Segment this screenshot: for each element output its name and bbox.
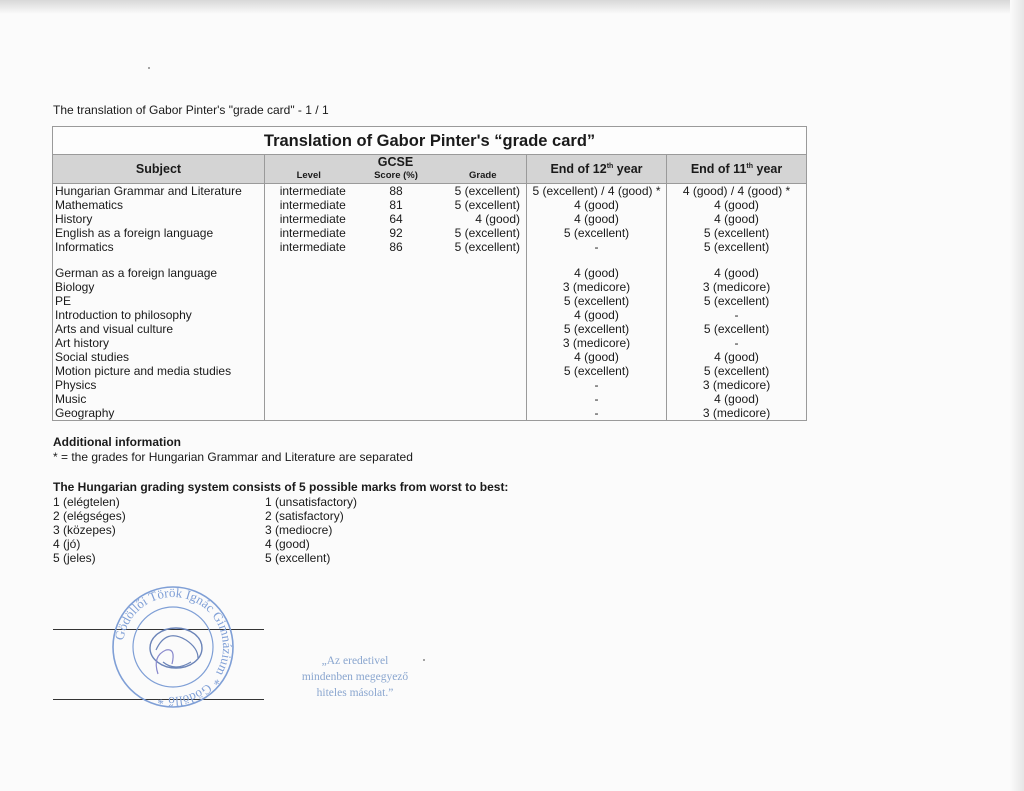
cell-grade: 5 (excellent) xyxy=(440,240,527,254)
cell-y11: - xyxy=(667,336,807,350)
table-row xyxy=(53,226,807,240)
cell-grade xyxy=(440,392,527,406)
cell-subject: Arts and visual culture xyxy=(53,322,265,336)
cell-y12: - xyxy=(527,392,667,406)
cell-score xyxy=(353,350,440,364)
cell-y11: 4 (good) xyxy=(667,212,807,226)
cell-y12: - xyxy=(527,240,667,254)
cell-score xyxy=(353,364,440,378)
cell-level: intermediate xyxy=(279,240,346,254)
cell-y12: 5 (excellent) xyxy=(527,294,667,308)
signature-scribble-icon xyxy=(156,650,173,674)
header-grade: Grade xyxy=(440,169,527,184)
cell-subject: Physics xyxy=(53,378,265,392)
header-score: Score (%) xyxy=(353,169,440,184)
cell-y12: 4 (good) xyxy=(527,198,667,212)
cell-y12: 5 (excellent) xyxy=(527,322,667,336)
table-row xyxy=(53,336,807,350)
school-stamp xyxy=(108,582,238,712)
grade-mark-en: 3 (mediocre) xyxy=(265,523,333,537)
table-row xyxy=(53,294,807,308)
cell-level: intermediate xyxy=(279,198,346,212)
table-row xyxy=(53,378,807,392)
cell-score: 81 xyxy=(389,198,403,212)
table-row xyxy=(53,266,807,280)
cell-grade xyxy=(440,364,527,378)
grade-mark-hu: 3 (közepes) xyxy=(53,523,116,537)
cell-y11: 5 (excellent) xyxy=(667,364,807,378)
cell-level xyxy=(265,406,353,421)
grading-heading: The Hungarian grading system consists of 5 possible marks from worst to best: xyxy=(53,480,509,494)
cell-y12: - xyxy=(527,406,667,421)
table-row xyxy=(53,198,807,212)
grade-mark-en: 2 (satisfactory) xyxy=(265,509,344,523)
table-row xyxy=(53,392,807,406)
cell-y12: 4 (good) xyxy=(527,350,667,364)
cell-grade xyxy=(440,280,527,294)
cell-y11: 4 (good) xyxy=(667,266,807,280)
cell-level xyxy=(265,350,353,364)
cell-subject: History xyxy=(53,212,265,226)
cell-level: intermediate xyxy=(279,184,346,198)
cell-score xyxy=(353,294,440,308)
header-subject: Subject xyxy=(53,155,265,184)
cell-y11: 4 (good) xyxy=(667,198,807,212)
cell-subject: Biology xyxy=(53,280,265,294)
cell-subject: Music xyxy=(53,392,265,406)
grade-mark-hu: 5 (jeles) xyxy=(53,551,96,565)
cell-subject: German as a foreign language xyxy=(53,266,265,280)
cell-y11: 5 (excellent) xyxy=(667,240,807,254)
grade-mark-hu: 2 (elégséges) xyxy=(53,509,126,523)
cell-y11: 3 (medicore) xyxy=(667,406,807,421)
cell-level xyxy=(265,294,353,308)
cell-y12: 5 (excellent) xyxy=(527,364,667,378)
cell-y12: 5 (excellent) xyxy=(527,226,667,240)
cell-level: intermediate xyxy=(279,212,346,226)
grade-table xyxy=(52,126,807,421)
table-row xyxy=(53,184,807,199)
cell-level xyxy=(265,364,353,378)
table-row xyxy=(53,240,807,254)
cell-subject: PE xyxy=(53,294,265,308)
table-row xyxy=(53,280,807,294)
cell-score xyxy=(353,308,440,322)
scan-edge-right xyxy=(1010,0,1024,791)
cell-level xyxy=(265,322,353,336)
table-row xyxy=(53,364,807,378)
cell-grade: 5 (excellent) xyxy=(440,198,527,212)
cell-y12: 4 (good) xyxy=(527,266,667,280)
cell-y12: - xyxy=(527,378,667,392)
cell-y11: 4 (good) xyxy=(667,392,807,406)
table-row xyxy=(53,212,807,226)
cell-y11: 5 (excellent) xyxy=(667,322,807,336)
cell-score xyxy=(353,336,440,350)
cell-subject: Motion picture and media studies xyxy=(53,364,265,378)
cell-grade: 5 (excellent) xyxy=(440,226,527,240)
cell-level xyxy=(265,308,353,322)
cell-level: intermediate xyxy=(279,226,346,240)
grade-mark-en: 4 (good) xyxy=(265,537,310,551)
cell-subject: Art history xyxy=(53,336,265,350)
cell-subject: Informatics xyxy=(53,240,265,254)
cell-score xyxy=(353,266,440,280)
cell-subject: Geography xyxy=(53,406,265,421)
scan-edge-top xyxy=(0,0,1024,14)
cell-score: 64 xyxy=(389,212,403,226)
table-row xyxy=(53,350,807,364)
cell-y11: 5 (excellent) xyxy=(667,226,807,240)
cell-grade xyxy=(440,266,527,280)
cell-grade xyxy=(440,378,527,392)
cell-level xyxy=(265,336,353,350)
cell-level xyxy=(265,392,353,406)
certification-stamp xyxy=(280,653,430,701)
cell-y11: 5 (excellent) xyxy=(667,294,807,308)
stamp-text: Gödöllői Török Ignác Gimnázium * Gödöllő * xyxy=(111,584,236,710)
cell-grade xyxy=(440,308,527,322)
table-title: Translation of Gabor Pinter's “grade card” xyxy=(53,127,807,155)
cell-subject: Social studies xyxy=(53,350,265,364)
grade-mark-hu: 1 (elégtelen) xyxy=(53,495,120,509)
certification-line-3: hiteles másolat.” xyxy=(316,687,394,699)
table-row xyxy=(53,406,807,421)
cell-subject: Hungarian Grammar and Literature xyxy=(53,184,265,199)
cell-subject: English as a foreign language xyxy=(53,226,265,240)
cell-grade xyxy=(440,294,527,308)
cell-grade: 4 (good) xyxy=(440,212,527,226)
cell-score: 92 xyxy=(389,226,403,240)
table-row xyxy=(53,322,807,336)
certification-line-1: „Az eredetivel xyxy=(321,655,389,667)
cell-grade xyxy=(440,350,527,364)
cell-score xyxy=(353,406,440,421)
header-gcse: GCSE xyxy=(265,155,527,170)
cell-y11: 4 (good) / 4 (good) * xyxy=(667,184,807,199)
table-row xyxy=(53,308,807,322)
cell-score: 86 xyxy=(389,240,403,254)
cell-subject: Mathematics xyxy=(53,198,265,212)
header-end-12: End of 12th year xyxy=(527,155,667,184)
grade-mark-hu: 4 (jó) xyxy=(53,537,81,551)
grade-mark-en: 5 (excellent) xyxy=(265,551,331,565)
cell-score xyxy=(353,378,440,392)
cell-grade xyxy=(440,336,527,350)
cell-score xyxy=(353,280,440,294)
cell-score xyxy=(353,392,440,406)
cell-score xyxy=(353,322,440,336)
certification-line-2: mindenben megegyező xyxy=(301,671,409,683)
cell-y12: 4 (good) xyxy=(527,212,667,226)
cell-grade: 5 (excellent) xyxy=(440,184,527,199)
cell-y11: 4 (good) xyxy=(667,350,807,364)
document-header: The translation of Gabor Pinter's "grade card" - 1 / 1 xyxy=(53,103,329,117)
cell-y12: 3 (medicore) xyxy=(527,280,667,294)
cell-y12: 4 (good) xyxy=(527,308,667,322)
header-end-11: End of 11th year xyxy=(667,155,807,184)
header-level: Level xyxy=(265,169,353,184)
cell-subject: Introduction to philosophy xyxy=(53,308,265,322)
cell-level xyxy=(265,266,353,280)
cell-y12: 5 (excellent) / 4 (good) * xyxy=(527,184,667,199)
cell-level xyxy=(265,280,353,294)
cell-y11: 3 (medicore) xyxy=(667,280,807,294)
cell-grade xyxy=(440,406,527,421)
grade-mark-en: 1 (unsatisfactory) xyxy=(265,495,358,509)
cell-level xyxy=(265,378,353,392)
cell-grade xyxy=(440,322,527,336)
additional-note: * = the grades for Hungarian Grammar and Literature are separated xyxy=(53,450,413,464)
additional-heading: Additional information xyxy=(53,435,181,449)
cell-y11: - xyxy=(667,308,807,322)
cell-score: 88 xyxy=(389,184,403,198)
cell-y12: 3 (medicore) xyxy=(527,336,667,350)
scan-dust xyxy=(148,67,150,69)
cell-y11: 3 (medicore) xyxy=(667,378,807,392)
